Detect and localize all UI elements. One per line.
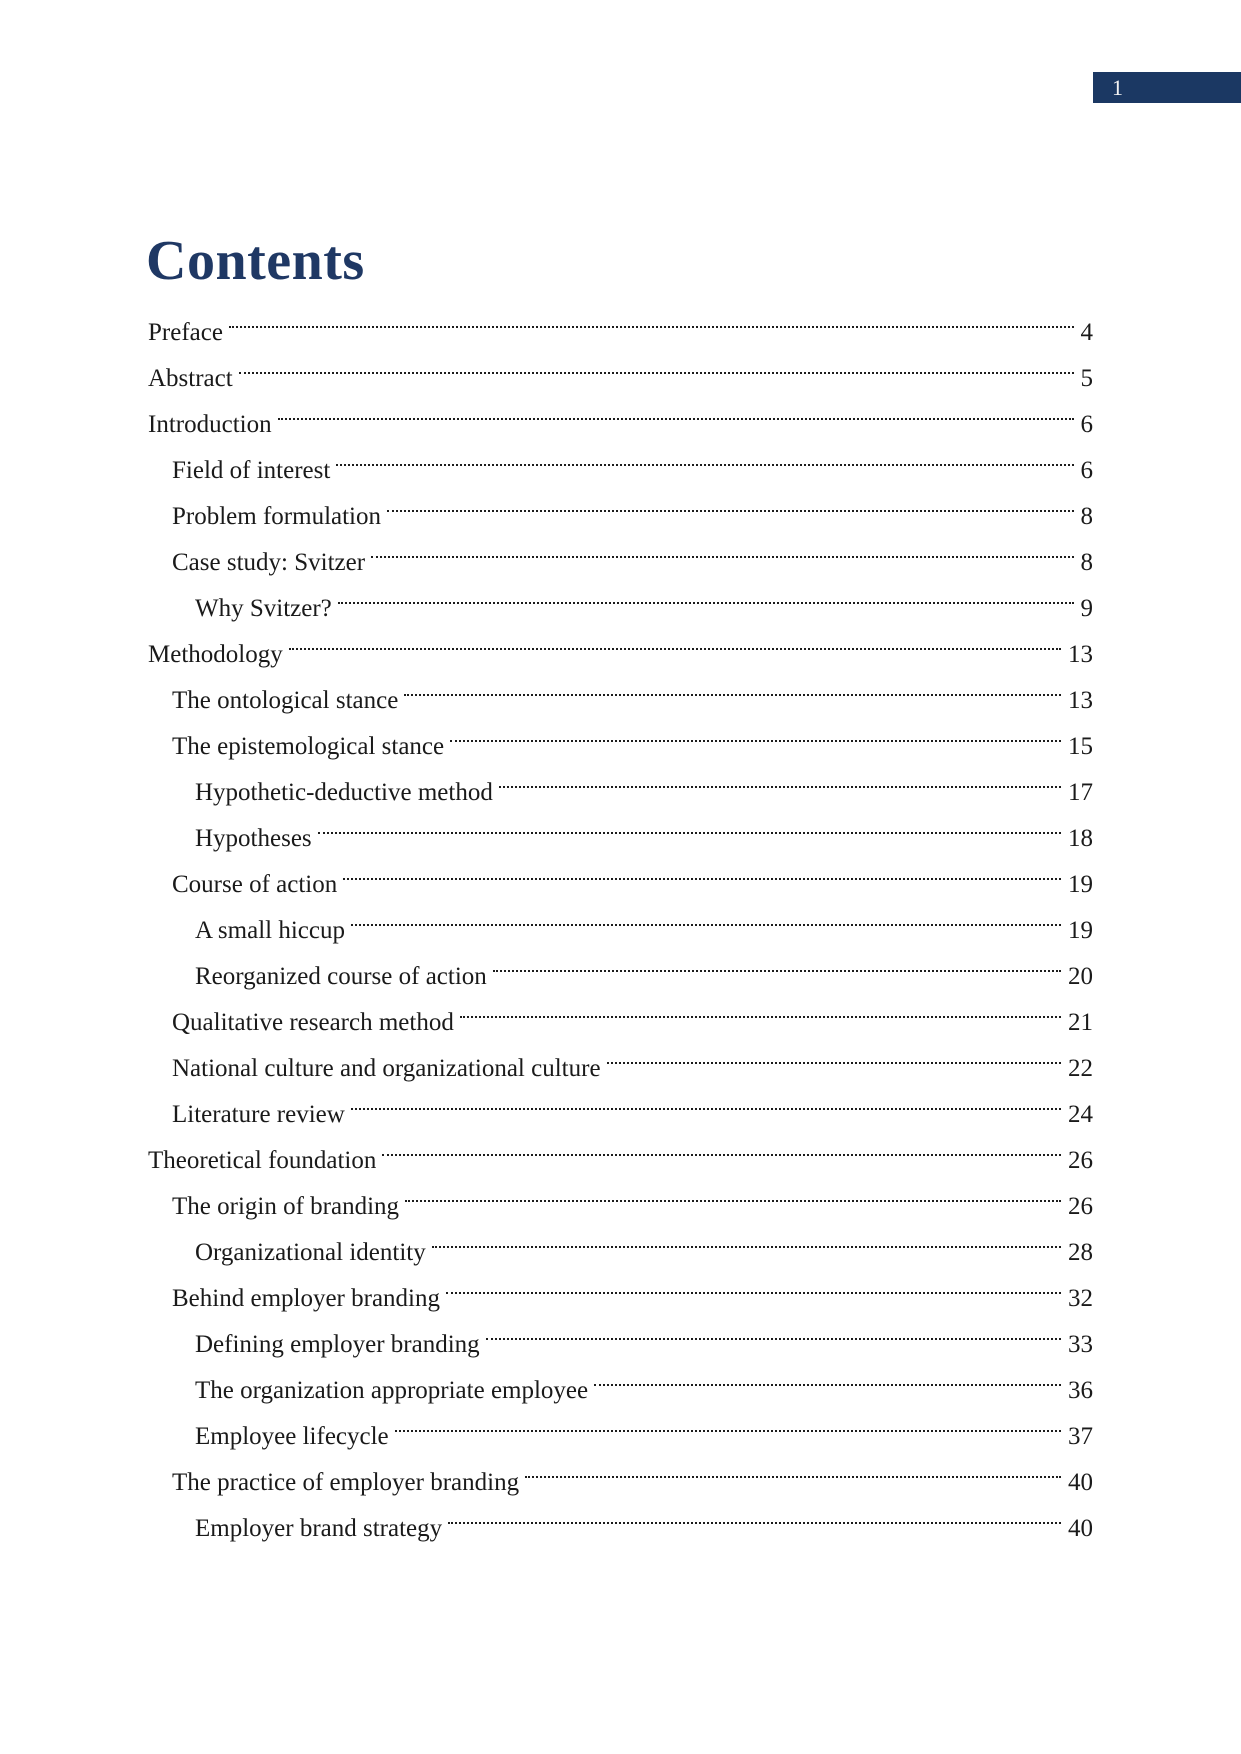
toc-entry-page: 19 [1068,871,1093,898]
toc-entry-page: 6 [1080,411,1093,438]
toc-entry-label: Theoretical foundation [148,1147,377,1174]
toc-leader-dots [376,1122,1068,1168]
toc-entry-page: 33 [1068,1331,1093,1358]
toc-entry-page: 40 [1068,1469,1093,1496]
toc-entry-label: National culture and organizational culture [172,1055,601,1082]
toc-leader-dots [223,294,1081,340]
toc-entry-label: Introduction [148,411,272,438]
toc-entry[interactable] [148,386,1093,438]
toc-list [148,294,1093,1542]
toc-leader-dots [454,984,1068,1030]
toc-leader-dots [399,1168,1068,1214]
toc-leader-dots [389,1398,1068,1444]
toc-entry-page: 20 [1068,963,1093,990]
toc-entry-label: The organization appropriate employee [195,1377,589,1404]
toc-entry-label: Employee lifecycle [195,1423,389,1450]
toc-entry-label: Course of action [172,871,338,898]
toc-entry-label: Field of interest [172,457,331,484]
toc-entry-label: Reorganized course of action [195,963,487,990]
toc-entry-page: 19 [1068,917,1093,944]
toc-leader-dots [487,938,1068,984]
contents-title: Contents [146,230,365,292]
toc-leader-dots [426,1214,1068,1260]
toc-entry-label: Organizational identity [195,1239,426,1266]
toc-leader-dots [444,708,1068,754]
toc-entry-label: Behind employer branding [172,1285,440,1312]
toc-entry-label: Qualitative research method [172,1009,454,1036]
toc-leader-dots [365,524,1080,570]
toc-entry-page: 5 [1080,365,1093,392]
toc-entry-page: 8 [1080,549,1093,576]
page-number: 1 [1112,74,1123,100]
toc-entry-page: 4 [1080,319,1093,346]
toc-entry-label: A small hiccup [195,917,345,944]
toc-entry-label: Case study: Svitzer [172,549,366,576]
toc-entry-label: Methodology [148,641,283,668]
toc-entry-page: 28 [1068,1239,1093,1266]
toc-entry-label: Abstract [148,365,233,392]
toc-entry-label: Hypotheses [195,825,312,852]
toc-leader-dots [480,1306,1068,1352]
toc-entry-label: The ontological stance [172,687,399,714]
toc-leader-dots [601,1030,1068,1076]
toc-entry-page: 9 [1080,595,1093,622]
toc-entry[interactable] [148,340,1093,392]
toc-leader-dots [442,1490,1068,1536]
toc-entry-page: 37 [1068,1423,1093,1450]
toc-entry-label: Employer brand strategy [195,1515,443,1542]
toc-leader-dots [381,478,1081,524]
toc-leader-dots [272,386,1081,432]
toc-entry-page: 13 [1068,641,1093,668]
toc-entry-page: 24 [1068,1101,1093,1128]
toc-entry-label: The origin of branding [172,1193,400,1220]
toc-leader-dots [345,1076,1068,1122]
toc-leader-dots [330,432,1080,478]
toc-entry-page: 15 [1068,733,1093,760]
toc-entry-page: 40 [1068,1515,1093,1542]
toc-entry[interactable] [148,294,1093,346]
toc-entry-label: The epistemological stance [172,733,445,760]
toc-entry-page: 22 [1068,1055,1093,1082]
toc-leader-dots [233,340,1081,386]
toc-entry-label: Preface [148,319,223,346]
toc-leader-dots [588,1352,1068,1398]
toc-entry-label: Why Svitzer? [195,595,332,622]
toc-entry-label: Hypothetic-deductive method [195,779,493,806]
toc-leader-dots [440,1260,1068,1306]
toc-entry[interactable] [148,616,1093,668]
toc-entry-page: 32 [1068,1285,1093,1312]
toc-entry-label: Literature review [172,1101,345,1128]
toc-leader-dots [493,754,1068,800]
toc-entry-page: 17 [1068,779,1093,806]
toc-entry[interactable] [148,432,1093,484]
toc-leader-dots [332,570,1081,616]
toc-leader-dots [337,846,1068,892]
toc-leader-dots [312,800,1068,846]
toc-entry-page: 13 [1068,687,1093,714]
toc-leader-dots [345,892,1068,938]
toc-entry-page: 36 [1068,1377,1093,1404]
toc-entry[interactable] [148,662,1093,714]
toc-leader-dots [398,662,1068,708]
page-number-banner [1093,72,1241,103]
toc-entry-page: 18 [1068,825,1093,852]
toc-leader-dots [519,1444,1068,1490]
toc-entry-label: Problem formulation [172,503,381,530]
toc-entry-label: Defining employer branding [195,1331,480,1358]
toc-entry-page: 26 [1068,1147,1093,1174]
toc-entry-label: The practice of employer branding [172,1469,520,1496]
toc-entry-page: 6 [1080,457,1093,484]
toc-entry-page: 21 [1068,1009,1093,1036]
toc-entry-page: 26 [1068,1193,1093,1220]
toc-entry-page: 8 [1080,503,1093,530]
toc-leader-dots [283,616,1068,662]
